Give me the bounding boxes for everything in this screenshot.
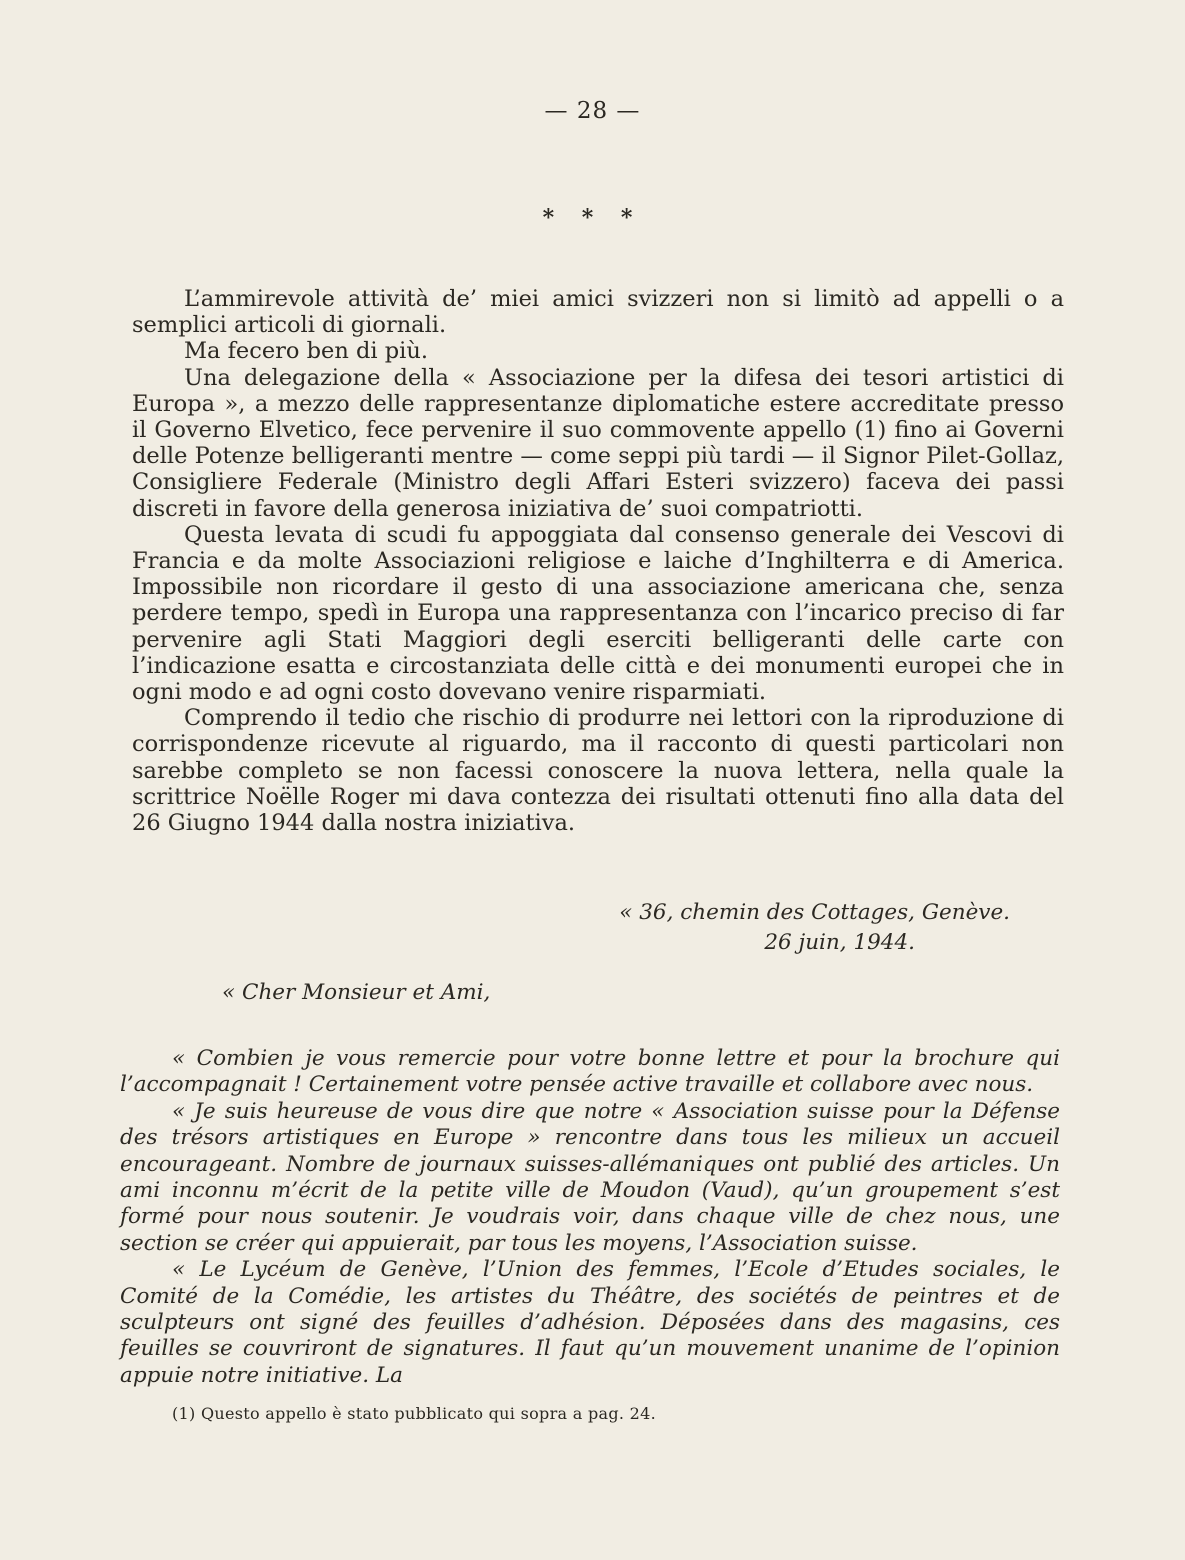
page-number: — 28 — bbox=[544, 98, 641, 124]
letter-paragraph-3: « Le Lycéum de Genève, l’Union des femmes, l’Ecole d’Etudes sociales, le Comité de la Comédie, les artistes du Théâtre, des sociétés de peintres et de sculpteurs ont signé des feuilles d’adhésion. Déposées dans des magasins, ces feuilles se couvriront de signatures. Il faut qu’un mouvement unanime de l’opinion appuie notre initiative. La bbox=[120, 1257, 1060, 1388]
letter-address: « 36, chemin des Cottages, Genève. bbox=[619, 900, 1010, 925]
main-text bbox=[132, 286, 1064, 836]
paragraph-4: Questa levata di scudi fu appoggiata dal consenso generale dei Vescovi di Francia e da molte Associazioni religiose e laiche d’Inghilterra e di America. Impossibile non ricordare il gesto di una associazione americana che, senza perdere tempo, spedì in Europa una rappresentanza con l’incarico preciso di far pervenire agli Stati Maggiori degli eserciti belligeranti delle carte con l’indicazione esatta e circostanziata delle città e dei monumenti europei che in ogni modo e ad ogni costo dovevano venire risparmiati. bbox=[132, 521, 1064, 706]
letter-paragraph-1: « Combien je vous remercie pour votre bonne lettre et pour la brochure qui l’accompagnait ! Certainement votre pensée active travaille et collabore avec nous. bbox=[120, 1046, 1060, 1098]
footnote: (1) Questo appello è stato pubblicato qui sopra a pag. 24. bbox=[172, 1404, 657, 1423]
letter-salutation: « Cher Monsieur et Ami, bbox=[222, 980, 491, 1005]
paragraph-2: Ma fecero ben di più. bbox=[184, 338, 428, 365]
section-separator: * * * bbox=[542, 205, 643, 231]
paragraph-3: Una delegazione della « Associazione per la difesa dei tesori artistici di Europa », a mezzo delle rappresentanze diplomatiche estere accreditate presso il Governo Elvetico, fece pervenire il suo commovente appello (1) fino ai Governi delle Potenze belligeranti mentre — come seppi più tardi — il Signor Pilet-Gollaz, Consigliere Federale (Ministro degli Affari Esteri svizzero) faceva dei passi discreti in favore della generosa iniziativa de’ suoi compatriotti. bbox=[132, 364, 1064, 522]
letter-date: 26 juin, 1944. bbox=[764, 930, 915, 955]
letter-paragraph-2: « Je suis heureuse de vous dire que notre « Association suisse pour la Défense des trésors artistiques en Europe » rencontre dans tous les milieux un accueil encourageant. Nombre de journaux suisses-allémaniques ont publié des articles. Un ami inconnu m’écrit de la petite ville de Moudon (Vaud), qu’un groupement s’est formé pour nous soutenir. Je voudrais voir, dans chaque ville de chez nous, une section se créer qui appuierait, par tous les moyens, l’Association suisse. bbox=[120, 1098, 1060, 1256]
paragraph-1: L’ammirevole attività de’ miei amici svizzeri non si limitò ad appelli o a semplici articoli di giornali. bbox=[132, 286, 1064, 339]
paragraph-5: Comprendo il tedio che rischio di produrre nei lettori con la riproduzione di corrispondenze ricevute al riguardo, ma il racconto di questi particolari non sarebbe completo se non facessi conoscere la nuova lettera, nella quale la scrittrice Noëlle Roger mi dava contezza dei risultati ottenuti fino alla data del 26 Giugno 1944 dalla nostra iniziativa. bbox=[132, 705, 1064, 837]
letter-body bbox=[120, 1046, 1060, 1389]
letter-heading bbox=[0, 898, 1010, 958]
